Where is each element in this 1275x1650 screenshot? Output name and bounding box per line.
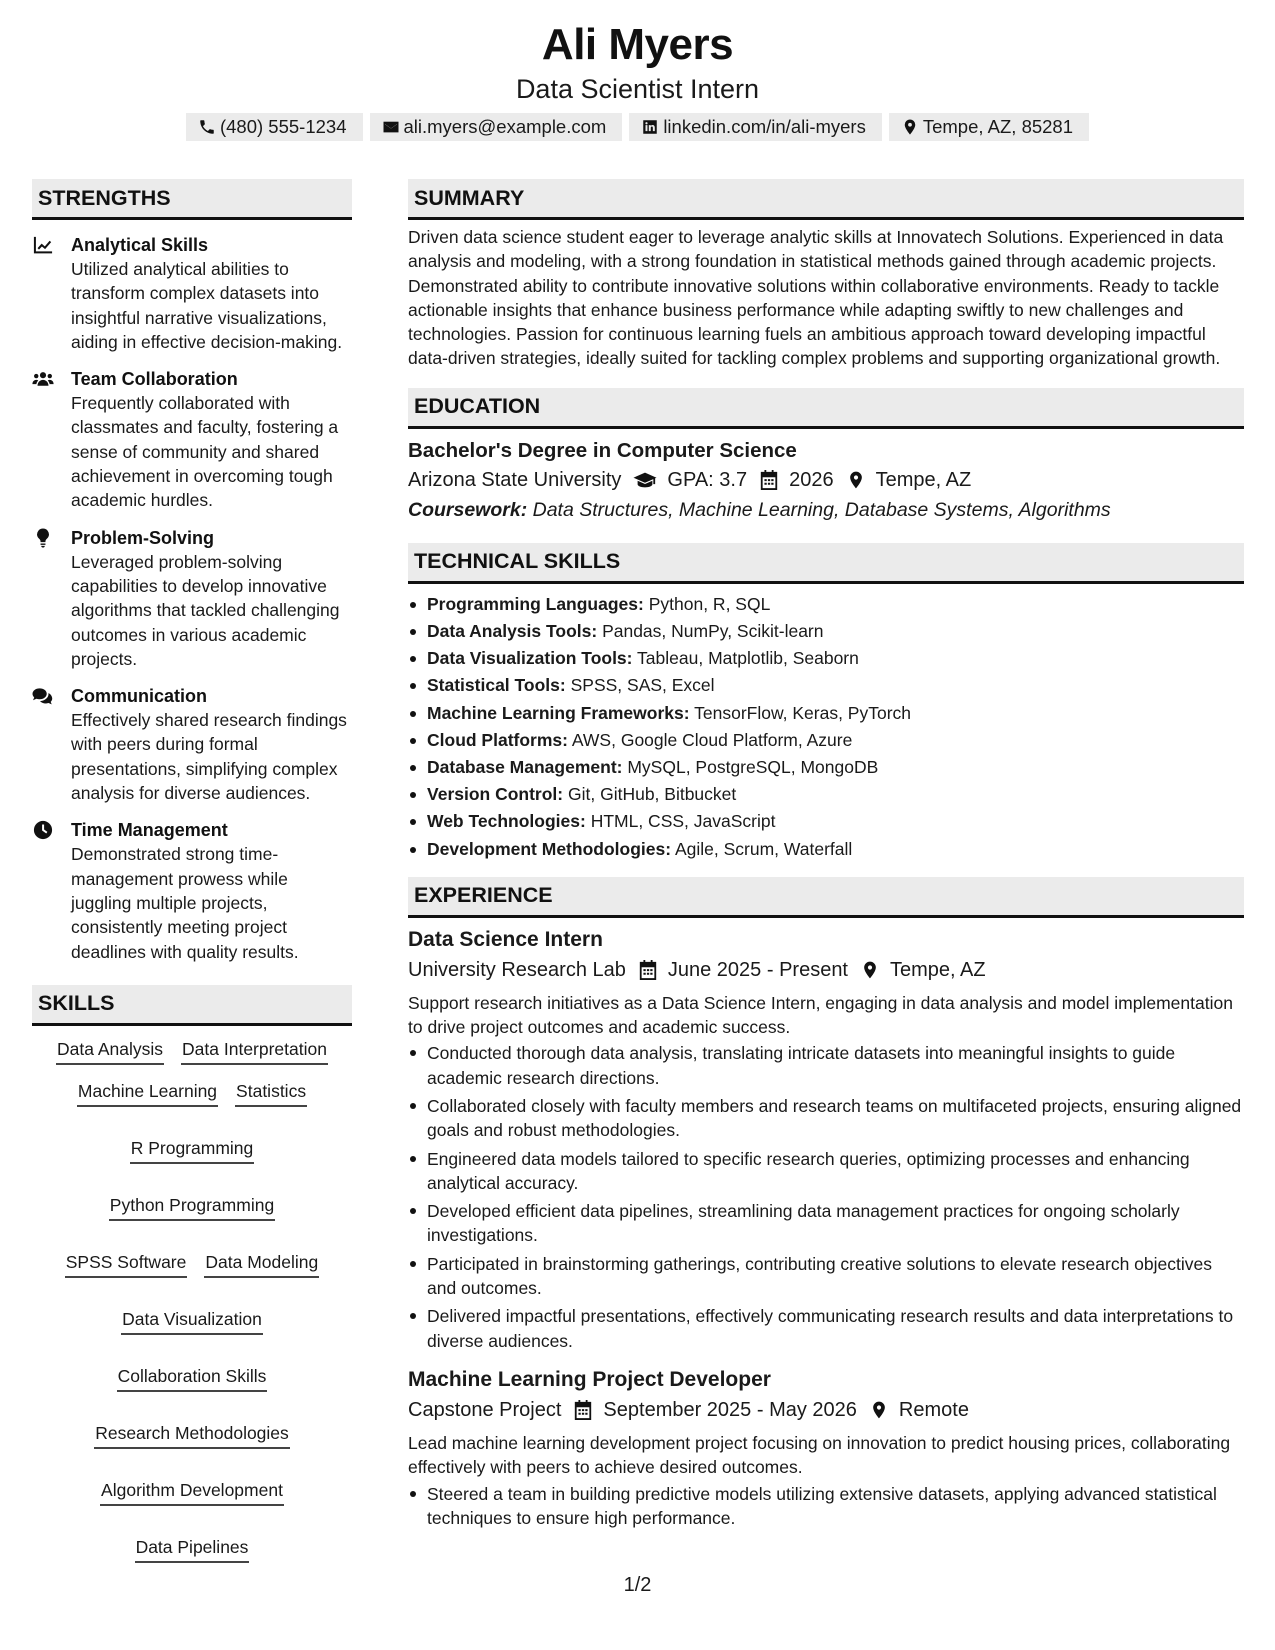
tech-skill-value: Agile, Scrum, Waterfall xyxy=(674,838,853,859)
school-name: Arizona State University xyxy=(408,468,622,491)
strength-item xyxy=(32,367,352,512)
list-item: Developed efficient data pipelines, streamlining data management practices for ongoing scholarly investigations. xyxy=(408,1199,1244,1248)
tech-skill-label: Data Analysis Tools: xyxy=(427,620,598,641)
calendar-icon xyxy=(759,470,779,490)
skills-heading: SKILLS xyxy=(32,985,352,1026)
contact-linkedin[interactable] xyxy=(629,113,882,141)
phone-icon xyxy=(198,118,216,136)
list-item xyxy=(408,781,1244,808)
strength-title: Problem-Solving xyxy=(71,527,215,548)
list-item xyxy=(408,754,1244,781)
location-pin-icon xyxy=(869,1400,889,1420)
comments-icon xyxy=(32,686,54,706)
job-bullets xyxy=(408,1041,1244,1353)
strength-item xyxy=(32,233,352,354)
degree-title: Bachelor's Degree in Computer Science xyxy=(408,438,797,462)
calendar-icon xyxy=(573,1400,593,1420)
skill-tag: Data Modeling xyxy=(204,1251,319,1278)
lightbulb-icon xyxy=(32,528,54,548)
job-meta xyxy=(408,1395,1244,1425)
coursework-list: Data Structures, Machine Learning, Database Systems, Algorithms xyxy=(532,498,1111,521)
job-dates: September 2025 - May 2026 xyxy=(603,1398,857,1421)
tech-skill-label: Cloud Platforms: xyxy=(427,729,568,750)
tech-skill-value: AWS, Google Cloud Platform, Azure xyxy=(571,729,853,750)
job-location: Tempe, AZ xyxy=(890,958,986,981)
contact-email-text: ali.myers@example.com xyxy=(403,116,607,137)
job-bullets xyxy=(408,1482,1244,1531)
candidate-role: Data Scientist Intern xyxy=(515,74,760,104)
tech-skill-value: Python, R, SQL xyxy=(648,593,771,614)
contact-phone-text: (480) 555-1234 xyxy=(219,116,347,137)
skills-list xyxy=(32,1038,352,1563)
tech-skill-value: HTML, CSS, JavaScript xyxy=(590,811,776,832)
education-heading: EDUCATION xyxy=(408,388,1244,429)
skill-tag: Statistics xyxy=(235,1080,307,1107)
list-item xyxy=(408,727,1244,754)
job-org: University Research Lab xyxy=(408,958,626,981)
envelope-icon xyxy=(382,118,400,136)
tech-skill-value: Tableau, Matplotlib, Seaborn xyxy=(637,648,859,669)
summary-text: Driven data science student eager to leverage analytic skills at Innovatech Solutions. Experienced in data analysis and modeling, with a strong foundation in statistical methods gained through academic projects. Demonstrated ability to contribute innovative solutions within collaborative environments. Ready to tackle actionable insights that enhance business performance while adapting swiftly to new challenges and technologies. Passion for continuous learning fuels an ambitious approach toward developing impactful data-driven strategies, ideally suited for tackling complex problems and supporting organizational growth. xyxy=(408,227,1224,369)
tech-skill-value: MySQL, PostgreSQL, MongoDB xyxy=(627,757,879,777)
calendar-icon xyxy=(638,960,658,980)
tech-skill-label: Database Management: xyxy=(427,757,623,777)
skill-tag: SPSS Software xyxy=(65,1251,188,1278)
linkedin-icon xyxy=(641,118,659,136)
strength-title: Communication xyxy=(71,686,208,707)
tech-skill-value: Pandas, NumPy, Scikit-learn xyxy=(602,620,824,641)
tech-skill-value: TensorFlow, Keras, PyTorch xyxy=(694,702,912,723)
experience-heading: EXPERIENCE xyxy=(408,877,1244,918)
location-pin-icon xyxy=(901,118,919,136)
graduation-cap-icon xyxy=(633,470,657,490)
tech-skill-label: Web Technologies: xyxy=(427,811,586,832)
skill-tag: Algorithm Development xyxy=(100,1479,284,1506)
contact-email[interactable] xyxy=(370,113,623,141)
list-item xyxy=(408,836,1244,863)
job-title: Machine Learning Project Developer xyxy=(408,1367,771,1391)
location-pin-icon xyxy=(846,470,866,490)
tech-skill-label: Programming Languages: xyxy=(427,593,644,614)
list-item xyxy=(408,700,1244,727)
strength-text: Utilized analytical abilities to transform complex datasets into insightful narrative visualizations, aiding in effective decision-making. xyxy=(71,259,343,352)
skill-tag: Data Interpretation xyxy=(181,1038,328,1065)
skill-tag: R Programming xyxy=(130,1137,255,1164)
tech-skill-label: Development Methodologies: xyxy=(427,838,672,859)
left-column xyxy=(32,179,352,1563)
contact-bar xyxy=(0,113,1275,141)
skill-tag: Data Visualization xyxy=(121,1308,263,1335)
location-pin-icon xyxy=(860,960,880,980)
strength-title: Analytical Skills xyxy=(71,235,209,255)
list-item: Participated in brainstorming gatherings, contributing creative solutions to elevate research objectives and outcomes. xyxy=(408,1252,1244,1301)
users-icon xyxy=(32,369,54,389)
strength-text: Demonstrated strong time-management prowess while juggling multiple projects, consistently meeting project deadlines with quality results. xyxy=(71,844,299,962)
list-item xyxy=(408,591,1244,618)
list-item: Steered a team in building predictive models utilizing extensive datasets, applying advanced statistical techniques to ensure high performance. xyxy=(408,1482,1244,1531)
strength-title: Time Management xyxy=(71,820,228,841)
contact-location-text: Tempe, AZ, 85281 xyxy=(922,116,1074,137)
list-item: Delivered impactful presentations, effectively communicating research results and data interpretations to diverse audiences. xyxy=(408,1304,1244,1353)
list-item: Conducted thorough data analysis, translating intricate datasets into meaningful insights to guide academic research directions. xyxy=(408,1041,1244,1090)
list-item xyxy=(408,645,1244,672)
summary-heading: SUMMARY xyxy=(408,179,1244,220)
graduation-year: 2026 xyxy=(789,468,834,491)
list-item xyxy=(408,672,1244,699)
job-description: Lead machine learning development project focusing on innovation to predict housing prices, collaborating effectively with peers to achieve desired outcomes. xyxy=(408,1432,1231,1478)
strengths-heading: STRENGTHS xyxy=(32,179,352,220)
clock-icon xyxy=(32,820,54,840)
list-item: Engineered data models tailored to specific research queries, optimizing processes and enhancing analytical accuracy. xyxy=(408,1147,1244,1196)
skill-tag: Data Analysis xyxy=(56,1038,164,1065)
coursework xyxy=(408,495,1244,525)
strength-item xyxy=(32,526,352,671)
right-column xyxy=(408,179,1244,1534)
strength-text: Frequently collaborated with classmates and faculty, fostering a sense of community and shared achievement in overcoming tough academic hurdles. xyxy=(71,393,339,511)
technical-skills-heading: TECHNICAL SKILLS xyxy=(408,543,1244,584)
tech-skill-value: Git, GitHub, Bitbucket xyxy=(568,784,737,805)
contact-phone[interactable] xyxy=(186,113,363,141)
list-item xyxy=(408,618,1244,645)
contact-location xyxy=(889,113,1089,141)
job-meta xyxy=(408,955,1244,985)
skill-tag: Collaboration Skills xyxy=(117,1365,268,1392)
strength-item xyxy=(32,684,352,805)
tech-skill-label: Statistical Tools: xyxy=(427,675,566,696)
page-number: 1/2 xyxy=(623,1574,652,1596)
job-description: Support research initiatives as a Data Science Intern, engaging in data analysis and model implementation to drive project outcomes and academic success. xyxy=(408,992,1233,1038)
job-title: Data Science Intern xyxy=(408,927,603,951)
contact-linkedin-text: linkedin.com/in/ali-myers xyxy=(663,116,866,137)
skill-tag: Research Methodologies xyxy=(94,1422,290,1449)
skill-tag: Python Programming xyxy=(109,1194,275,1221)
strength-title: Team Collaboration xyxy=(71,369,238,390)
tech-skill-label: Data Visualization Tools: xyxy=(427,648,633,669)
job-location: Remote xyxy=(898,1398,969,1421)
job-dates: June 2025 - Present xyxy=(667,958,848,981)
skill-tag: Data Pipelines xyxy=(135,1536,250,1563)
job-org: Capstone Project xyxy=(408,1398,562,1421)
tech-skill-label: Version Control: xyxy=(427,784,564,805)
list-item: Collaborated closely with faculty members and research teams on multifaceted projects, ensuring aligned goals and robust methodologies. xyxy=(408,1094,1244,1143)
strength-text: Effectively shared research findings with peers during formal presentations, simplifying complex analysis for diverse audiences. xyxy=(71,710,347,804)
gpa-text: GPA: 3.7 xyxy=(667,468,748,491)
tech-skill-value: SPSS, SAS, Excel xyxy=(570,675,715,696)
coursework-label: Coursework: xyxy=(408,498,528,521)
skill-tag: Machine Learning xyxy=(77,1080,218,1107)
chart-line-icon xyxy=(32,235,54,255)
school-location: Tempe, AZ xyxy=(875,468,972,491)
strength-text: Leveraged problem-solving capabilities to develop innovative algorithms that tackled challenging outcomes in various academic projects. xyxy=(71,551,340,669)
job-entry xyxy=(408,1365,1244,1530)
list-item xyxy=(408,808,1244,835)
technical-skills-list xyxy=(408,591,1244,863)
job-entry xyxy=(408,925,1244,1353)
candidate-name: Ali Myers xyxy=(541,20,734,69)
strength-item xyxy=(32,818,352,963)
tech-skill-label: Machine Learning Frameworks: xyxy=(427,702,690,723)
education-meta xyxy=(408,465,1244,495)
